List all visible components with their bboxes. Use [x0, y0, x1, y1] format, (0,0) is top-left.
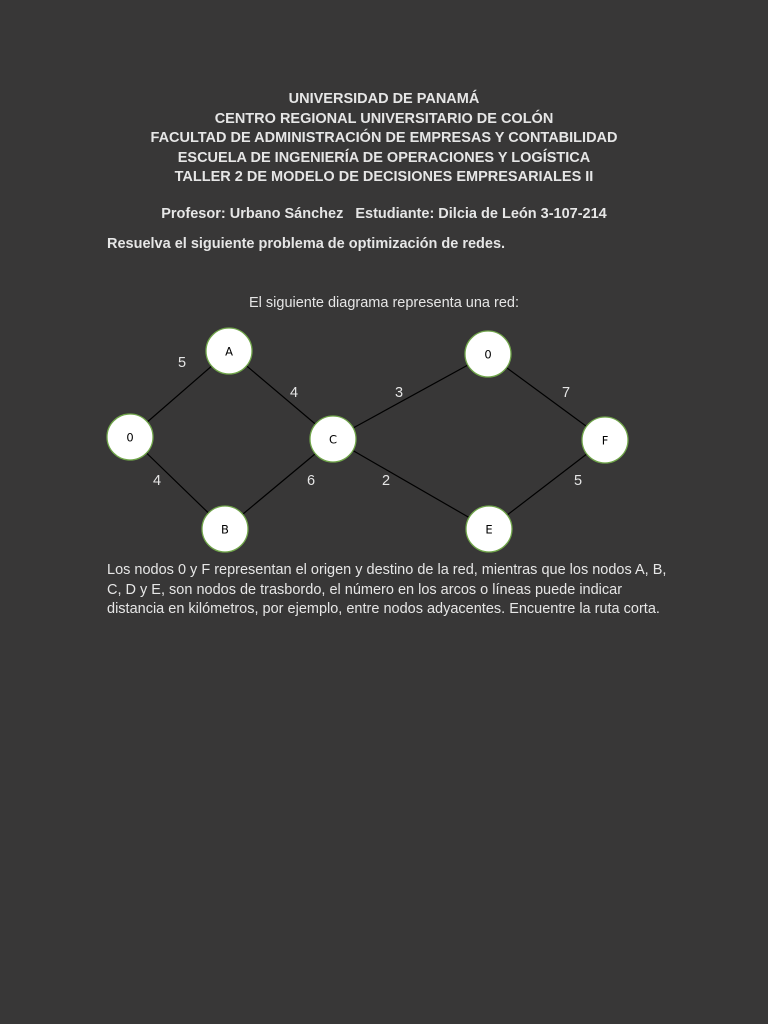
professor-name: Profesor: Urbano Sánchez — [161, 206, 344, 222]
problem-instruction: Resuelva el siguiente problema de optimización de redes. — [107, 236, 506, 252]
edge-weight-label: 5 — [573, 472, 583, 489]
node-label: B — [221, 522, 229, 537]
edge-weight-label: 3 — [394, 384, 404, 401]
node-label: A — [225, 344, 233, 359]
workshop-title: TALLER 2 DE MODELO DE DECISIONES EMPRESARIALES II — [174, 169, 594, 185]
node-label: C — [328, 432, 338, 447]
faculty-name: FACULTAD DE ADMINISTRACIÓN DE EMPRESAS Y CONTABILIDAD — [150, 130, 618, 146]
edge-c-e — [333, 439, 489, 529]
diagram-caption: El siguiente diagrama representa una red: — [248, 295, 520, 311]
edge-weight-label: 4 — [289, 384, 299, 401]
edge-weight-label: 4 — [152, 472, 162, 489]
edge-weight-label: 7 — [561, 384, 571, 401]
node-label: 0 — [484, 347, 492, 362]
node-label: F — [601, 433, 609, 448]
node-label: E — [485, 522, 493, 537]
student-name: Estudiante: Dilcia de León 3-107-214 — [355, 206, 607, 222]
edge-c-d — [333, 354, 488, 439]
edge-weight-label: 6 — [306, 472, 316, 489]
edge-weight-label: 5 — [177, 354, 187, 371]
problem-description: Los nodos 0 y F representan el origen y destino de la red, mientras que los nodos A, B, C, D y E, son nodos de trasbordo, el número en los arcos o líneas puede indicar distancia en kilómetros, por ejemplo, entre nodos adyacentes. Encuentre la ruta corta. — [107, 562, 667, 617]
regional-center: CENTRO REGIONAL UNIVERSITARIO DE COLÓN — [214, 110, 554, 127]
university-name: UNIVERSIDAD DE PANAMÁ — [288, 91, 480, 107]
school-name: ESCUELA DE INGENIERÍA DE OPERACIONES Y LOGÍSTICA — [177, 149, 591, 166]
edge-weight-label: 2 — [381, 472, 391, 489]
node-label: 0 — [126, 430, 134, 445]
